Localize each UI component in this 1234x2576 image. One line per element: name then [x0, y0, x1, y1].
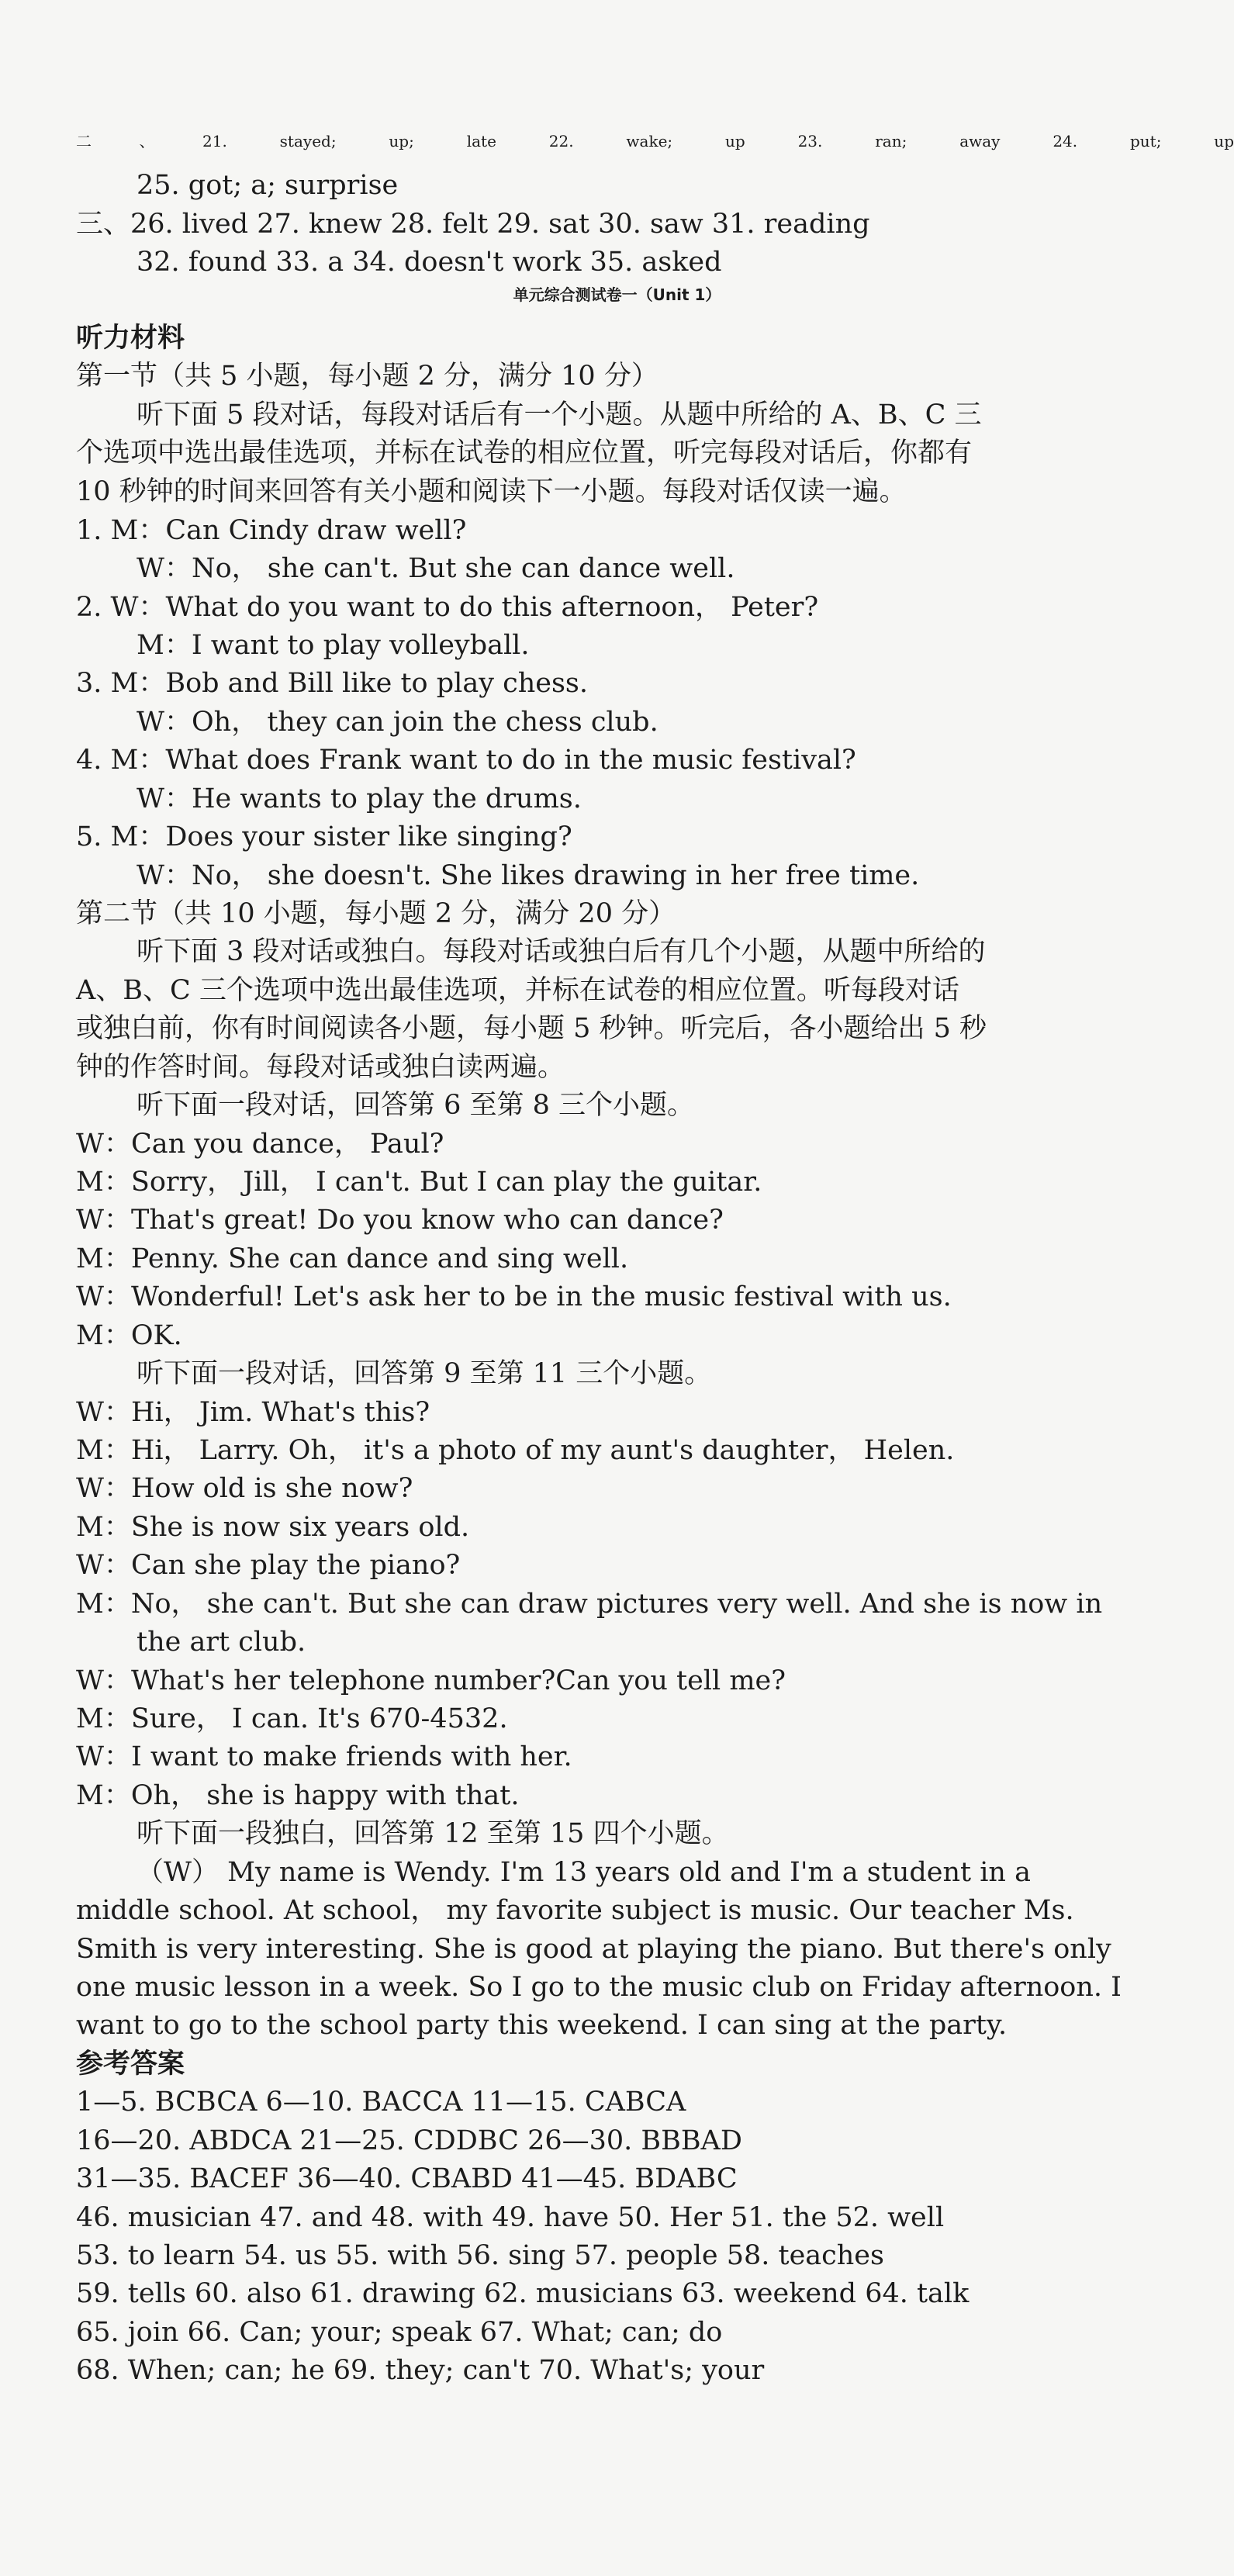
text-line: 钟的作答时间。每段对话或独白读两遍。	[76, 1052, 565, 1083]
dialogue-line: W：Can you dance， Paul?	[76, 1129, 444, 1160]
text-line: 第一节（共 5 小题，每小题 2 分，满分 10 分）	[76, 361, 658, 392]
dialogue-line: W：I want to make friends with her.	[76, 1741, 572, 1772]
text-line: 听下面一段独白，回答第 12 至第 15 四个小题。	[137, 1818, 729, 1849]
answer-line: 65. join 66. Can; your; speak 67. What; can; do	[76, 2317, 723, 2348]
dialogue-line: M：Sure， I can. It's 670-4532.	[76, 1703, 508, 1734]
dialogue-line: M：Oh， she is happy with that.	[76, 1780, 520, 1811]
dialogue-line: M：No， she can't. But she can draw pictures very well. And she is now in	[76, 1589, 1103, 1620]
dialogue-line: W：Can she play the piano?	[76, 1550, 461, 1581]
text-line: 个选项中选出最佳选项，并标在试卷的相应位置，听完每段对话后，你都有	[76, 437, 973, 469]
dialogue-line: W：Wonderful! Let's ask her to be in the music festival with us.	[76, 1281, 952, 1312]
monologue-line: want to go to the school party this weekend. I can sing at the party.	[76, 2010, 1008, 2041]
dialogue-line: W：Hi， Jim. What's this?	[76, 1397, 430, 1428]
dialogue-line: M：OK.	[76, 1320, 182, 1351]
section-title: 单元综合测试卷一（Unit 1）	[513, 285, 721, 304]
text-line: 32. found 33. a 34. doesn't work 35. asked	[137, 247, 722, 278]
monologue-line: （W） My name is Wendy. I'm 13 years old and I'm a student in a	[137, 1857, 1031, 1888]
answer-line: 68. When; can; he 69. they; can't 70. What's; your	[76, 2355, 765, 2386]
dialogue-line: W：He wants to play the drums.	[137, 783, 582, 814]
section-heading: 听力材料	[76, 323, 185, 354]
dialogue-line: M：Sorry， Jill， I can't. But I can play the guitar.	[76, 1167, 762, 1198]
answer-line: 31—35. BACEF 36—40. CBABD 41—45. BDABC	[76, 2163, 738, 2194]
answer-line: 1—5. BCBCA 6—10. BACCA 11—15. CABCA	[76, 2087, 686, 2118]
answer-line: 59. tells 60. also 61. drawing 62. musicians 63. weekend 64. talk	[76, 2278, 970, 2309]
monologue-line: one music lesson in a week. So I go to the music club on Friday afternoon. I	[76, 1972, 1122, 2003]
text-line: 听下面一段对话，回答第 6 至第 8 三个小题。	[137, 1090, 695, 1121]
dialogue-line: W：How old is she now?	[76, 1473, 413, 1504]
dialogue-line: M：Penny. She can dance and sing well.	[76, 1243, 629, 1274]
answer-line: 53. to learn 54. us 55. with 56. sing 57. people 58. teaches	[76, 2240, 884, 2271]
text-line: 三、26. lived 27. knew 28. felt 29. sat 30. saw 31. reading	[76, 209, 870, 240]
dialogue-line: W：No， she doesn't. She likes drawing in her free time.	[137, 860, 920, 891]
dialogue-line: 3. M：Bob and Bill like to play chess.	[76, 668, 589, 699]
dialogue-line: W：That's great! Do you know who can dance?	[76, 1205, 724, 1236]
section-heading: 参考答案	[76, 2049, 185, 2080]
monologue-line: middle school. At school， my favorite subject is music. Our teacher Ms.	[76, 1895, 1074, 1926]
dialogue-line: 4. M：What does Frank want to do in the music festival?	[76, 745, 856, 776]
dialogue-line: W：No， she can't. But she can dance well.	[137, 553, 735, 584]
dialogue-line: W：Oh， they can join the chess club.	[137, 707, 658, 738]
dialogue-line: 1. M：Can Cindy draw well?	[76, 515, 467, 546]
dialogue-line: M：I want to play volleyball.	[137, 630, 530, 661]
text-line: 或独白前，你有时间阅读各小题，每小题 5 秒钟。听完后，各小题给出 5 秒	[76, 1013, 987, 1044]
dialogue-line: 5. M：Does your sister like singing?	[76, 821, 572, 852]
text-line: 听下面 5 段对话，每段对话后有一个小题。从题中所给的 A、B、C 三	[137, 399, 982, 430]
text-line: 听下面一段对话，回答第 9 至第 11 三个小题。	[137, 1358, 712, 1389]
answer-line: 46. musician 47. and 48. with 49. have 50. Her 51. the 52. well	[76, 2202, 945, 2233]
text-line: A、B、C 三个选项中选出最佳选项，并标在试卷的相应位置。听每段对话	[76, 975, 959, 1006]
dialogue-line: 2. W：What do you want to do this afternoon， Peter?	[76, 592, 819, 623]
dialogue-line: M：She is now six years old.	[76, 1512, 470, 1543]
text-line: 听下面 3 段对话或独白。每段对话或独白后有几个小题，从题中所给的	[137, 936, 986, 967]
answer-line: 16—20. ABDCA 21—25. CDDBC 26—30. BBBAD	[76, 2125, 742, 2156]
text-line: 二、21. stayed; up; late 22. wake; up 23. ran; away 24. put; up	[76, 132, 1234, 150]
text-line: 第二节（共 10 小题，每小题 2 分，满分 20 分）	[76, 898, 676, 929]
dialogue-line: the art club.	[137, 1627, 306, 1658]
text-line: 10 秒钟的时间来回答有关小题和阅读下一小题。每段对话仅读一遍。	[76, 476, 907, 507]
monologue-line: Smith is very interesting. She is good at playing the piano. But there's only	[76, 1934, 1111, 1965]
text-line: 25. got; a; surprise	[137, 170, 399, 201]
dialogue-line: M：Hi， Larry. Oh， it's a photo of my aunt's daughter， Helen.	[76, 1435, 955, 1466]
dialogue-line: W：What's her telephone number?Can you tell me?	[76, 1665, 786, 1696]
